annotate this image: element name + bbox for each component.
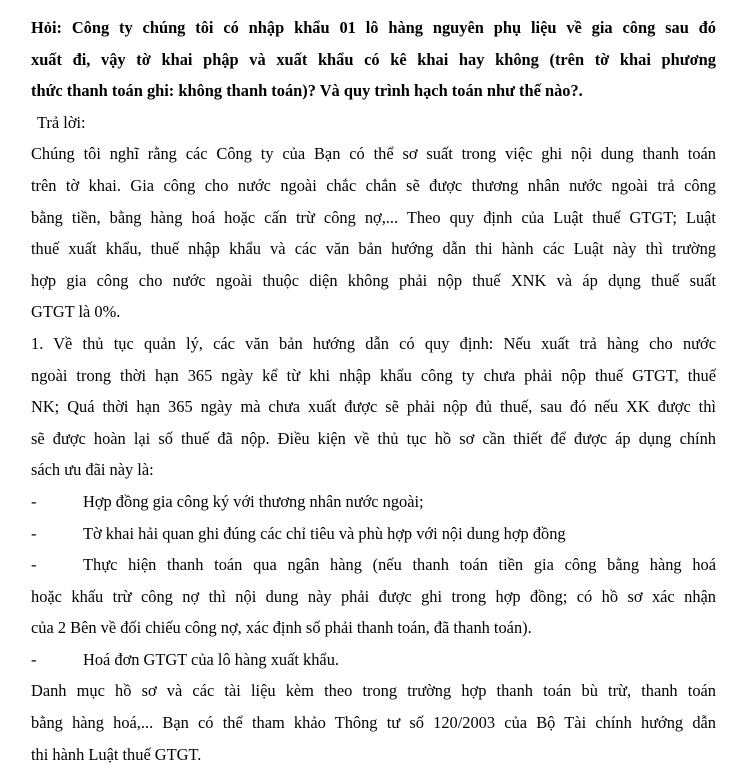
- closing-line: Danh mục hồ sơ và các tài liệu kèm theo trong trường hợp thanh toán bù trừ, thanh toán: [31, 681, 716, 701]
- list-item: [31, 549, 716, 581]
- intro-line: Chúng tôi nghĩ rằng các Công ty của Bạn có thể sơ suất trong việc ghi nội dung thanh toán: [31, 144, 716, 164]
- list-item-text: Tờ khai hải quan ghi đúng các chỉ tiêu và phù hợp với nội dung hợp đồng: [83, 523, 566, 543]
- list-item: [31, 486, 716, 518]
- closing-line: bằng hàng hoá,... Bạn có thể tham khảo Thông tư số 120/2003 của Bộ Tài chính hướng dẫn: [31, 713, 716, 733]
- list-item: [31, 644, 716, 676]
- answer-label: Trả lời:: [37, 112, 86, 132]
- intro-line: bằng tiền, bằng hàng hoá hoặc cấn trừ công nợ,... Theo quy định của Luật thuế GTGT; Luật: [31, 207, 716, 227]
- question-paragraph: [31, 12, 716, 107]
- bullet-dash: -: [31, 491, 37, 511]
- intro-line: hợp gia công cho nước ngoài thuộc diện không phải nộp thuế XNK và áp dụng thuế suất: [31, 270, 716, 290]
- closing-line: thi hành Luật thuế GTGT.: [31, 744, 202, 764]
- section-1-line: ngoài trong thời hạn 365 ngày kể từ khi nhập khẩu công ty chưa phải nộp thuế GTGT, thuế: [31, 365, 716, 385]
- section-1-paragraph: [31, 328, 716, 486]
- intro-line: thuế xuất khẩu, thuế nhập khẩu và các văn bản hướng dẫn thi hành các Luật này thì trường: [31, 239, 716, 259]
- list-item: [31, 518, 716, 550]
- bullet-dash: -: [31, 555, 37, 575]
- list-item-text: Hoá đơn GTGT của lô hàng xuất khẩu.: [83, 649, 339, 669]
- list-item-continuation: hoặc khấu trừ công nợ thì nội dung này phải được ghi trong hợp đồng; có hồ sơ xác nhận: [31, 586, 716, 606]
- question-line: thức thanh toán ghi: không thanh toán)? Và quy trình hạch toán như thế nào?.: [31, 81, 583, 101]
- list-item-text: Hợp đồng gia công ký với thương nhân nước ngoài;: [83, 491, 424, 511]
- section-1-line: 1. Về thủ tục quản lý, các văn bản hướng dẫn có quy định: Nếu xuất trả hàng cho nước: [31, 333, 716, 353]
- conditions-list: [31, 486, 716, 676]
- list-item-text: Thực hiện thanh toán qua ngân hàng (nếu thanh toán tiền gia công bằng hàng hoá: [83, 555, 716, 575]
- section-1-line: sách ưu đãi này là:: [31, 460, 154, 480]
- list-item-continuation: của 2 Bên về đối chiếu công nợ, xác định số phải thanh toán, đã thanh toán).: [31, 618, 532, 638]
- bullet-dash: -: [31, 523, 37, 543]
- bullet-dash: -: [31, 649, 37, 669]
- question-line: xuất đi, vậy tờ khai phập và xuất khẩu có kê khai hay không (trên tờ khai phương: [31, 49, 716, 69]
- intro-paragraph: [31, 138, 716, 328]
- intro-line: GTGT là 0%.: [31, 302, 121, 322]
- intro-line: trên tờ khai. Gia công cho nước ngoài chắc chắn sẽ được thương nhân nước ngoài trả công: [31, 175, 716, 195]
- section-1-line: sẽ được hoàn lại số thuế đã nộp. Điều kiện về thủ tục hồ sơ cần thiết để được áp dụng chính: [31, 428, 716, 448]
- section-1-line: NK; Quá thời hạn 365 ngày mà chưa xuất được sẽ phải nộp đủ thuế, sau đó nếu XK được thì: [31, 397, 716, 417]
- closing-paragraph: [31, 675, 716, 770]
- question-line: Hỏi: Công ty chúng tôi có nhập khẩu 01 lô hàng nguyên phụ liệu về gia công sau đó: [31, 18, 716, 37]
